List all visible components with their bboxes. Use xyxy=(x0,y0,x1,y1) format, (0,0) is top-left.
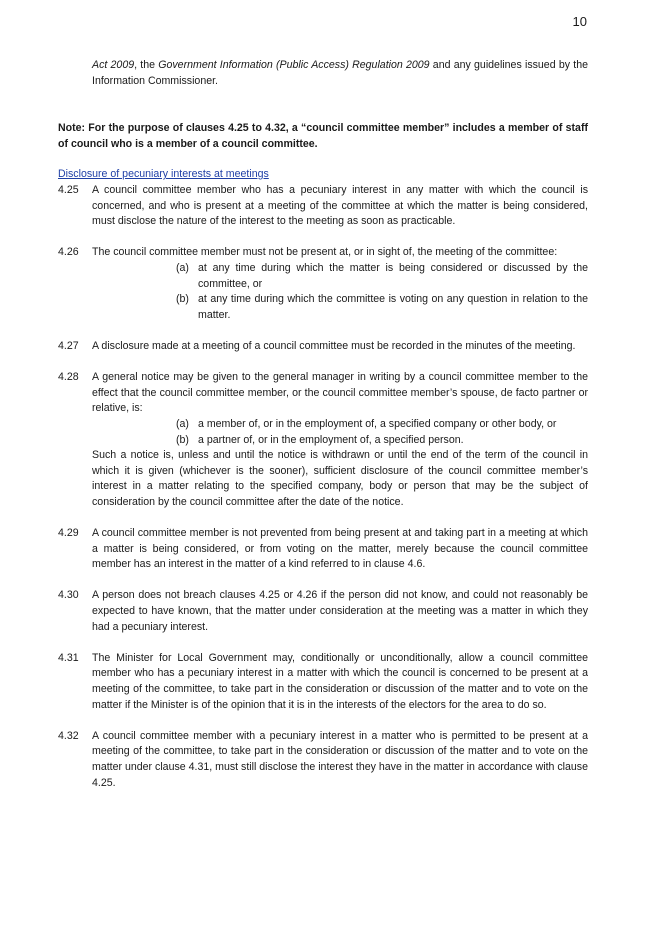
clause-number: 4.32 xyxy=(58,729,79,742)
clause-number: 4.31 xyxy=(58,651,79,664)
clause-text: The council committee member must not be present at, or in sight of, the meeting of the committee: xyxy=(92,246,558,259)
clause-number: 4.27 xyxy=(58,339,79,352)
clause-list xyxy=(58,183,588,807)
intro-italic-regulation: Government Information (Public Access) Regulation 2009 xyxy=(158,59,430,71)
clause-text: The Minister for Local Government may, conditionally or unconditionally, allow a council committee member who has a pecuniary interest in a matter with which the council is concerned to be present at a meeting of the committee, to take part in the consideration or discussion of the matter and to vote on the matter if the Minister is of the opinion that it is in the interests of the electors for the area to do so. xyxy=(92,651,588,711)
note-paragraph: Note: For the purpose of clauses 4.25 to 4.32, a “council committee member” includes a member of staff of council who is a member of a council committee. xyxy=(58,122,588,150)
clause-4-27 xyxy=(58,339,588,355)
clause-4-31 xyxy=(58,651,588,713)
sub-clause-text: at any time during which the matter is being considered or discussed by the committee, or xyxy=(198,261,588,290)
sub-clause-text: a member of, or in the employment of, a specified company or other body, or xyxy=(198,417,557,430)
clause-4-29 xyxy=(58,526,588,573)
clause-4-28 xyxy=(58,370,588,510)
clause-continuation: Such a notice is, unless and until the notice is withdrawn or until the end of the term of the council in which it is given (whichever is the sooner), sufficient disclosure of the council committee member’s interest in a matter relating to the specified company, body or person that may be the subject of consideration by the council committee after the date of the notice. xyxy=(92,449,588,508)
clause-text: A disclosure made at a meeting of a council committee must be recorded in the minutes of the meeting. xyxy=(92,339,576,352)
sub-clause xyxy=(92,433,588,449)
clause-4-26 xyxy=(58,245,588,323)
clause-number: 4.25 xyxy=(58,184,79,196)
clause-text: A council committee member is not prevented from being present at and taking part in a meeting at which a matter is being considered, or from voting on the matter, merely because the council committee member has an interest in the matter of a kind referred to in clause 4.6. xyxy=(92,527,588,571)
clause-text: A general notice may be given to the general manager in writing by a council committee member to the effect that the council committee member, or the council committee member’s spouse, de facto partner or relative, is: xyxy=(92,371,588,415)
sub-clause-label: (a) xyxy=(176,417,189,430)
sub-clause xyxy=(92,292,588,323)
sub-clause-list xyxy=(92,261,588,323)
sub-clause-text: at any time during which the committee is voting on any question in relation to the matter. xyxy=(198,293,588,321)
sub-clause-list xyxy=(92,417,588,448)
section-heading-link[interactable]: Disclosure of pecuniary interests at meetings xyxy=(58,168,269,180)
sub-clause-text: a partner of, or in the employment of, a specified person. xyxy=(198,433,464,446)
clause-number: 4.30 xyxy=(58,589,79,602)
page-number: 10 xyxy=(572,14,587,29)
clause-text: A council committee member with a pecuniary interest in a matter who is permitted to be present at a meeting of the committee, to take part in the consideration or discussion of the matter and to vote on the matter under clause 4.31, must still disclose the interest they have in the matter in accordance with clause 4.25. xyxy=(92,729,588,789)
clause-number: 4.26 xyxy=(58,246,79,259)
clause-4-30 xyxy=(58,588,588,635)
intro-italic-act: Act 2009 xyxy=(92,59,135,71)
clause-4-25 xyxy=(58,183,588,230)
sub-clause-label: (b) xyxy=(176,293,189,306)
intro-text-2: and any guidelines issued by the Information Commissioner. xyxy=(92,59,588,87)
clause-text: A person does not breach clauses 4.25 or 4.26 if the person did not know, and could not reasonably be expected to have known, that the matter under consideration at the meeting was a matter in which they had a pecuniary interest. xyxy=(92,589,588,633)
intro-paragraph xyxy=(92,58,588,89)
sub-clause xyxy=(92,261,588,292)
clause-4-32 xyxy=(58,729,588,791)
clause-number: 4.28 xyxy=(58,371,79,384)
sub-clause-label: (b) xyxy=(176,433,189,446)
intro-text-1: , the xyxy=(134,59,159,71)
clause-text: A council committee member who has a pecuniary interest in any matter with which the council is concerned, and who is present at a meeting of the committee at which the matter is being considered, must disclose the nature of the interest to the meeting as soon as practicable. xyxy=(92,184,588,228)
sub-clause-label: (a) xyxy=(176,261,189,274)
clause-number: 4.29 xyxy=(58,527,79,540)
sub-clause xyxy=(92,417,588,433)
